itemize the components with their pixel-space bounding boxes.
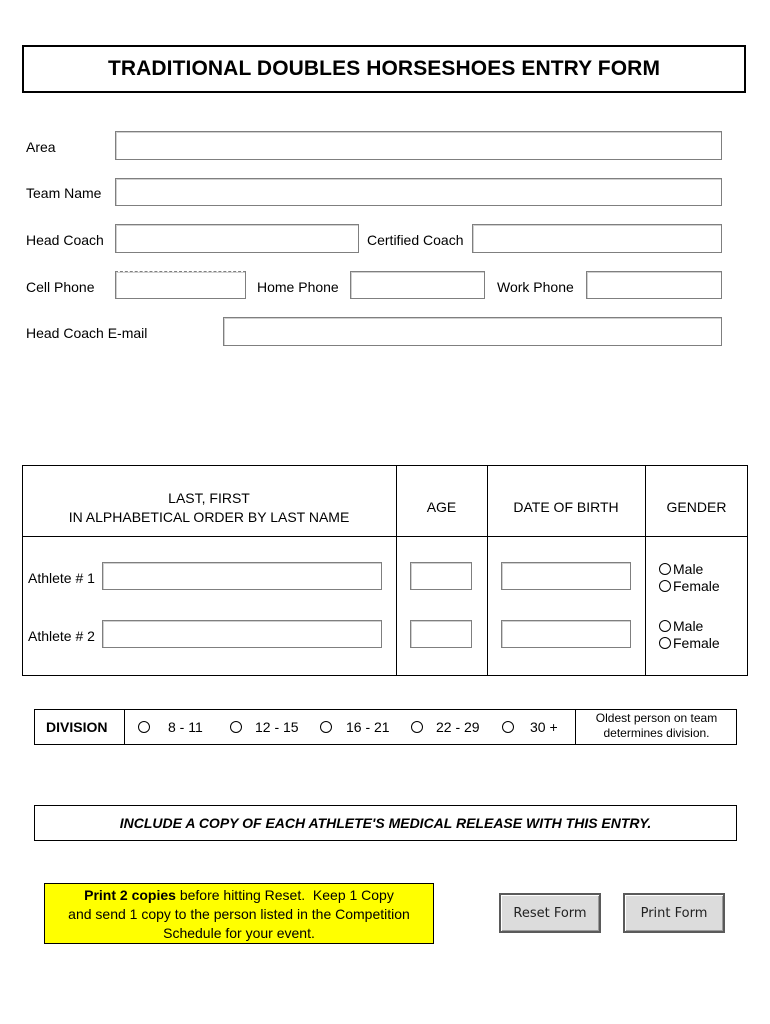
roster-divider-1 [396,465,397,676]
instructions-line2: and send 1 copy to the person listed in the Competition [68,906,410,922]
name-header-line1: LAST, FIRST [168,490,250,506]
athlete-2-male-label: Male [673,618,704,634]
medical-release-notice-text: INCLUDE A COPY OF EACH ATHLETE'S MEDICAL RELEASE WITH THIS ENTRY. [119,815,652,831]
division-16-21-label: 16 - 21 [346,719,390,735]
print-form-label: Print Form [640,905,708,921]
work-phone-label: Work Phone [497,279,574,295]
division-16-21-radio[interactable] [320,721,332,733]
name-header-line2: IN ALPHABETICAL ORDER BY LAST NAME [68,509,350,525]
medical-release-notice [34,805,737,841]
age-header: AGE [426,499,457,515]
roster-header-divider [22,536,748,537]
athlete-1-label: Athlete # 1 [28,570,95,586]
head-coach-email-input[interactable] [223,317,722,346]
division-30-plus-label: 30 + [530,719,558,735]
athlete-1-male-radio[interactable] [659,563,671,575]
cell-phone-label: Cell Phone [26,279,95,295]
home-phone-label: Home Phone [257,279,339,295]
athlete-2-female-label: Female [673,635,720,651]
work-phone-input[interactable] [586,271,722,299]
athlete-1-female-label: Female [673,578,720,594]
print-instructions [44,883,434,944]
division-8-11-radio[interactable] [138,721,150,733]
athlete-1-age-input[interactable] [410,562,472,590]
certified-coach-input[interactable] [472,224,722,253]
athlete-1-female-radio[interactable] [659,580,671,592]
instructions-rest: before hitting Reset. Keep 1 Copy [175,887,394,903]
division-8-11-label: 8 - 11 [168,719,203,735]
division-12-15-radio[interactable] [230,721,242,733]
division-22-29-label: 22 - 29 [436,719,480,735]
head-coach-email-label: Head Coach E-mail [26,325,148,341]
area-label: Area [26,139,56,155]
cell-phone-input[interactable] [115,271,246,299]
division-22-29-radio[interactable] [411,721,423,733]
athlete-2-female-radio[interactable] [659,637,671,649]
instructions-line1 [45,886,433,905]
form-title [22,45,746,93]
certified-coach-label: Certified Coach [367,232,464,248]
area-input[interactable] [115,131,722,160]
home-phone-input[interactable] [350,271,485,299]
instructions-bold: Print 2 copies [84,887,176,903]
instructions-line3: Schedule for your event. [163,925,315,941]
reset-form-button[interactable] [499,893,601,933]
athlete-1-dob-input[interactable] [501,562,631,590]
athlete-2-label: Athlete # 2 [28,628,95,644]
roster-divider-2 [487,465,488,676]
reset-form-label: Reset Form [513,905,587,921]
gender-header: GENDER [666,499,727,515]
dob-header: DATE OF BIRTH [513,499,619,515]
athlete-2-name-input[interactable] [102,620,382,648]
division-12-15-label: 12 - 15 [255,719,299,735]
team-name-input[interactable] [115,178,722,206]
team-name-label: Team Name [26,185,102,201]
division-note [576,711,737,741]
division-note-line2: determines division. [603,726,710,740]
athlete-2-male-radio[interactable] [659,620,671,632]
head-coach-input[interactable] [115,224,359,253]
athlete-2-dob-input[interactable] [501,620,631,648]
division-label: DIVISION [46,719,108,735]
head-coach-label: Head Coach [26,232,104,248]
athlete-2-age-input[interactable] [410,620,472,648]
athlete-1-name-input[interactable] [102,562,382,590]
division-30-plus-radio[interactable] [502,721,514,733]
division-note-line1: Oldest person on team [595,711,718,725]
athlete-1-male-label: Male [673,561,704,577]
division-divider-1 [124,709,125,745]
print-form-button[interactable] [623,893,725,933]
form-title-text: TRADITIONAL DOUBLES HORSESHOES ENTRY FORM [107,57,661,80]
roster-divider-3 [645,465,646,676]
